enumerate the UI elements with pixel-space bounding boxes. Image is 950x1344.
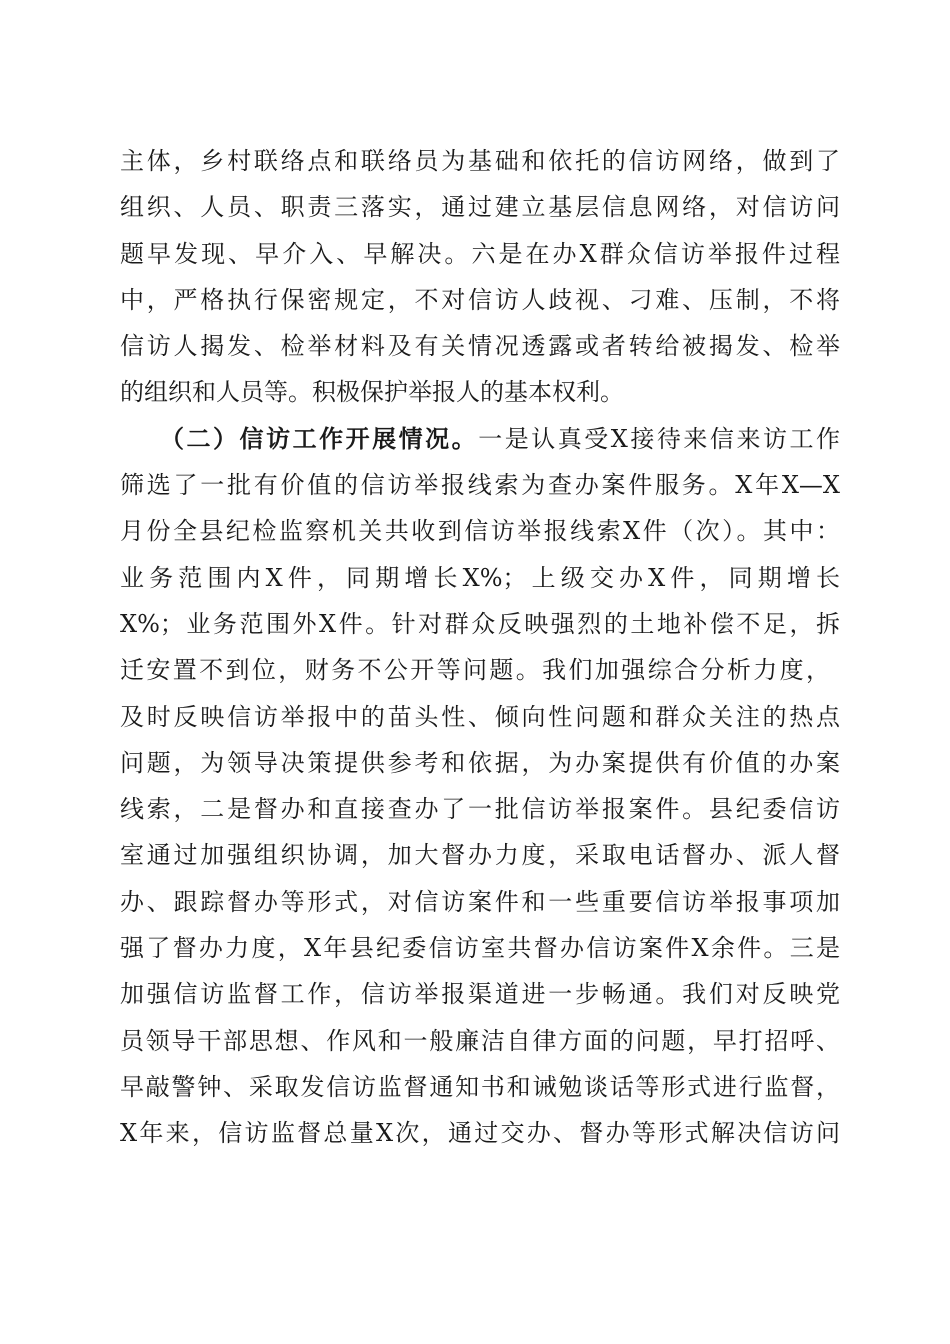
- text-line: 主体，乡村联络点和联络员为基础和依托的信访网络，做到了: [120, 147, 840, 175]
- text-line: 迁安置不到位，财务不公开等问题。我们加强综合分析力度，: [120, 656, 830, 685]
- text-line: 早敲警钟、采取发信访监督通知书和诫勉谈话等形式进行监督，: [120, 1072, 840, 1101]
- text-line: 及时反映信访举报中的苗头性、倾向性问题和群众关注的热点: [120, 702, 840, 731]
- text-line: 信访人揭发、检举材料及有关情况透露或者转给被揭发、检举: [120, 332, 840, 361]
- body-text: [120, 138, 840, 1157]
- text-line: 题早发现、早介入、早解决。六是在办X群众信访举报件过程: [120, 239, 840, 268]
- text-line: 组织、人员、职责三落实，通过建立基层信息网络，对信访问: [120, 193, 840, 222]
- text-line: 员领导干部思想、作风和一般廉洁自律方面的问题，早打招呼、: [120, 1026, 840, 1055]
- text-line: 线索，二是督办和直接查办了一批信访举报案件。县纪委信访: [120, 795, 840, 824]
- text-line: 筛选了一批有价值的信访举报线索为查办案件服务。X年X—X: [120, 471, 840, 500]
- paragraph-2: [120, 416, 840, 1157]
- text-line: [120, 416, 840, 462]
- paragraph-1: [120, 138, 840, 416]
- text-line: 问题，为领导决策提供参考和依据，为办案提供有价值的办案: [120, 748, 840, 777]
- text-line: 月份全县纪检监察机关共收到信访举报线索X件（次）。其中：: [120, 517, 840, 546]
- text-line: 加强信访监督工作，信访举报渠道进一步畅通。我们对反映党: [120, 980, 840, 1009]
- text-line: 中，严格执行保密规定，不对信访人歧视、刁难、压制，不将: [120, 285, 840, 314]
- text-line: X%；业务范围外X件。针对群众反映强烈的土地补偿不足，拆: [120, 609, 840, 638]
- text-line: 办、跟踪督办等形式，对信访案件和一些重要信访举报事项加: [120, 887, 840, 916]
- text-run: 一是认真受X接待来信来访工作: [478, 424, 840, 453]
- text-line: 的组织和人员等。积极保护举报人的基本权利。: [120, 378, 624, 407]
- section-heading: （二）信访工作开展情况。: [160, 423, 479, 453]
- text-line: 室通过加强组织协调，加大督办力度，采取电话督办、派人督: [120, 841, 840, 870]
- text-line: 业务范围内X件，同期增长X%；上级交办X件，同期增长: [120, 563, 840, 592]
- text-line: 强了督办力度，X年县纪委信访室共督办信访案件X余件。三是: [120, 934, 840, 963]
- text-line: X年来，信访监督总量X次，通过交办、督办等形式解决信访问: [120, 1119, 840, 1148]
